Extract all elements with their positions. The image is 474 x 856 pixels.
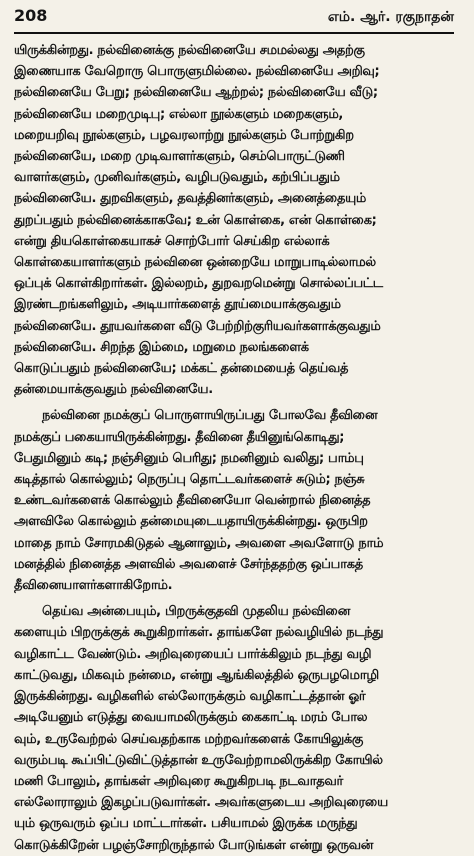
text-line: ஒப்புக் கொள்கிறார்கள். இல்லறம், துறவறமென்று சொல்லப்பட்ட — [14, 276, 383, 292]
text-line: வழிகாட்ட வேண்டும். அறிவுரையைப் பார்க்கிலும் நடந்து வழி — [14, 646, 372, 662]
text-line: கொள்கையாளர்களும் நல்வினை ஒன்றையே மாறுபாடில்லாமல் — [14, 255, 376, 271]
text-line: அளவிலே கொல்லும் தன்மையுடையதாயிருக்கின்றது. ஒருபிற — [14, 514, 368, 530]
text-line: நல்வினையே, மறை முடிவாளர்களும், செம்பொருட்டுணி — [14, 149, 345, 165]
text-line: தீவினையாளர்களாகிறோம். — [14, 578, 173, 594]
header-rule — [14, 32, 454, 34]
text-line: வும், உருவேற்றல் செய்வதற்காக மற்றவர்களைக் கோயிலுக்கு — [14, 731, 363, 747]
text-line: மறையறிவு நூல்களும், பழவரலாற்று நூல்களும் போற்றுகிற — [14, 127, 354, 143]
paragraph — [14, 601, 454, 855]
text-line: காட்டுவது, மிகவும் நன்மை, என்று ஆங்கிலத்தில் ஒருபழமொழி — [14, 667, 379, 683]
running-head: எம். ஆர். ரகுநாதன் — [327, 9, 454, 25]
text-line: நமக்குப் பகையாயிருக்கின்றது. தீவினை தீயினுங்கொடிது; — [14, 429, 345, 445]
text-line: தன்மையாக்குவதும் நல்வினையே. — [14, 382, 213, 398]
text-line: யிருக்கின்றது. நல்வினைக்கு நல்வினையே சமமல்லது அதற்கு — [14, 43, 365, 58]
text-line: துறப்பதும் நல்வினைக்காகவே; உன் கொள்கை, என் கொள்கை; — [14, 212, 377, 228]
text-line: பேதுமினும் கடி; நஞ்சினும் பெரிது; நமனினும் வலிது; பாம்பு — [14, 450, 364, 466]
paragraph — [14, 40, 454, 400]
text-line: நல்வினையே. சிறந்த இம்மை, மறுமை நலங்களைக் — [14, 339, 309, 355]
page-number: 208 — [14, 6, 48, 25]
text-line: இணையாக வேறொரு பொருளுமில்லை. நல்வினையே அறிவு; — [14, 64, 380, 80]
text-line: கொடுப்பதும் நல்வினையே; மக்கட் தன்மையைத் தெய்வத் — [14, 361, 349, 377]
text-line: நல்வினையே பேறு; நல்வினையே ஆற்றல்; நல்வினையே வீடு; — [14, 85, 378, 101]
body-text — [14, 40, 454, 856]
text-line: மாதை நாம் சோரமகிடுதல் ஆனாலும், அவளை அவளோடு நாம் — [14, 535, 384, 551]
text-line: வரும்படி கூப்பிட்டுவிட்டுத்தான் உருவேற்றாமலிருக்கிற கோயில் — [14, 752, 383, 768]
text-line: கொடுக்கிறேன் பழஞ்சோறிருந்தால் போடுங்கள் என்று ஒருவன் — [14, 837, 374, 853]
text-line: களையும் பிறருக்குக் கூறுகிறார்கள். தாங்களே நல்வழியில் நடந்து — [14, 625, 384, 641]
text-line: மனத்தில் நினைத்த அளவில் அவளைச் சேர்ந்ததற்கு ஒப்பாகத் — [14, 556, 363, 572]
paragraph — [14, 405, 454, 596]
text-line: கடித்தால் கொல்லும்; நெருப்பு தொட்டவர்களைச் சுடும்; நஞ்சு — [14, 472, 365, 488]
text-line: நல்வினையே. தூயவர்களை வீடு பேற்றிற்குரியவர்களாக்குவதும் — [14, 318, 381, 334]
text-line: வாளர்களும், முனிவர்களும், வழிபடுவதும், கற்பிப்பதும் — [14, 170, 340, 186]
page-header — [14, 6, 454, 32]
text-line: நல்வினையே மறைமுடிபு; எல்லா நூல்களும் மறைகளும், — [14, 106, 344, 122]
text-line: நல்வினையே. துறவிகளும், தவத்தினர்களும், அனைத்தையும் — [14, 191, 367, 207]
text-line: அடியேனும் எடுத்து வையாமலிருக்கும் கைகாட்டி மரம் போல — [14, 710, 368, 726]
text-line: இருக்கின்றது. வழிகளில் எல்லோருக்கும் வழிகாட்டத்தான் ஓர் — [14, 689, 366, 705]
text-line: யும் ஒருவரும் ஒப்ப மாட்டார்கள். பசியாமல் இருக்க மருந்து — [14, 816, 358, 832]
text-line: தெய்வ அன்பையும், பிறருக்குதவி முதலிய நல்வினை — [42, 604, 350, 620]
text-line: மணி போலும், தாங்கள் அறிவுரை கூறுகிறபடி நடவாதவர் — [14, 773, 343, 789]
text-line: எல்லோராலும் இகழப்படுவார்கள். அவர்களுடைய அறிவுரையை — [14, 795, 388, 811]
text-line: நல்வினை நமக்குப் பொருளாயிருப்பது போலவே தீவினை — [42, 408, 378, 424]
text-line: இரண்டறங்களிலும், அடியார்களைத் தூய்மையாக்குவதும் — [14, 297, 341, 313]
text-line: என்று தியகொள்கையாகச் சொற்போர் செய்கிற எல்லாக் — [14, 233, 330, 249]
text-line: உண்டவர்களைக் கொல்லும் தீவினையோ வென்றால் நினைத்த — [14, 493, 371, 509]
